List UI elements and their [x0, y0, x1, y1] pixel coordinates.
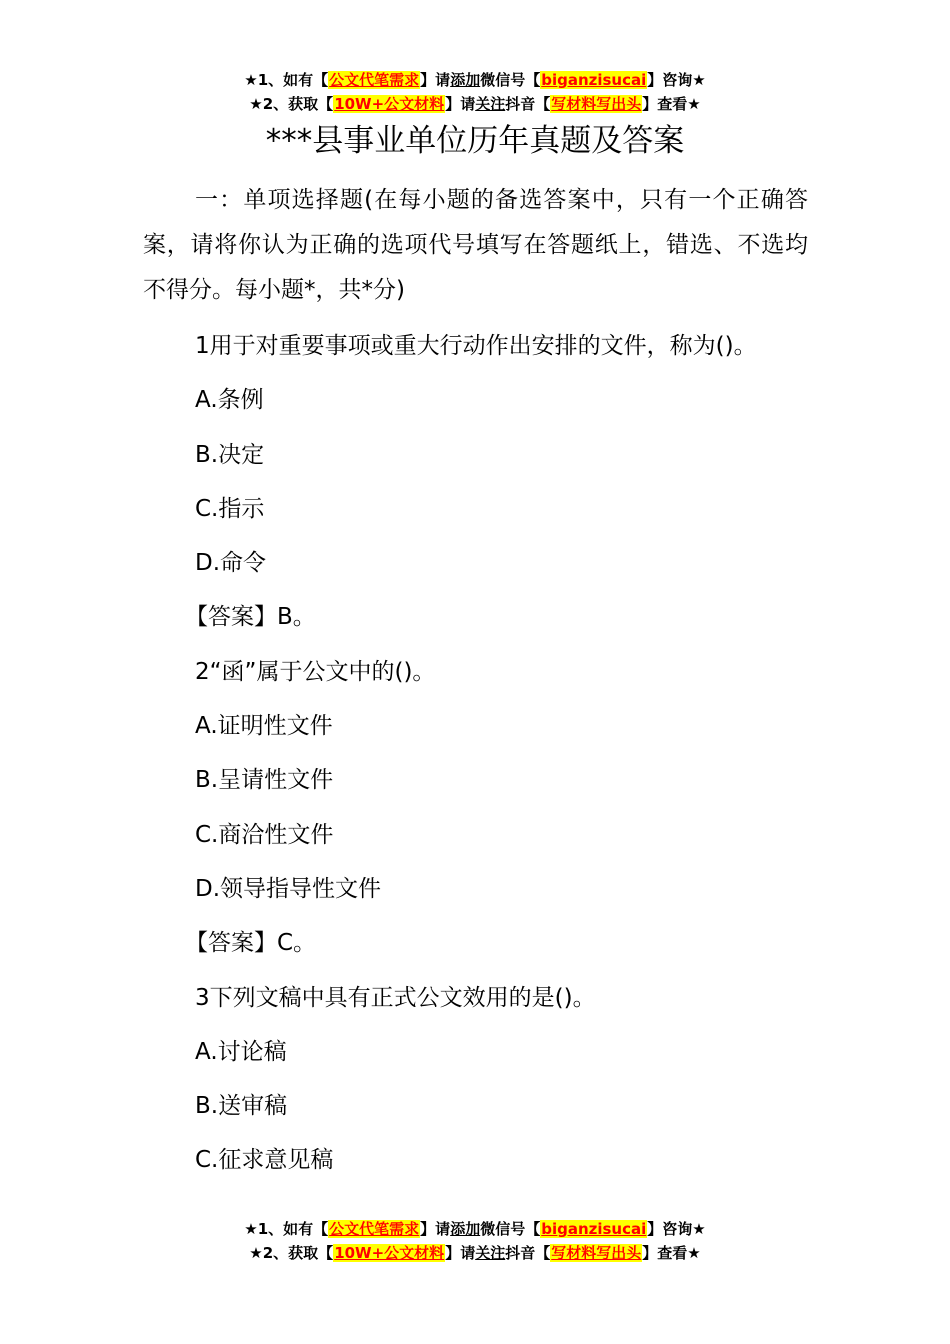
question-1: 1用于对重要事项或重大行动作出安排的文件，称为()。	[195, 333, 757, 359]
question-2: 2“函”属于公文中的()。	[195, 658, 436, 685]
highlight-douyin-account: 写材料写出头	[551, 1244, 642, 1262]
option-1a: A.条例	[195, 387, 264, 414]
option-2a: A.证明性文件	[195, 713, 333, 740]
banner-text: 】请	[420, 1220, 451, 1238]
banner-text: 抖音【	[505, 95, 551, 113]
banner-text: 】查看★	[642, 1244, 701, 1262]
question-3: 3下列文稿中具有正式公文效用的是()。	[195, 984, 596, 1011]
header-banner	[0, 68, 950, 116]
highlight-wechat-id: biganzisucai	[541, 71, 647, 89]
banner-underlined-text: 添加	[450, 1220, 481, 1238]
banner-text: 】请	[445, 95, 476, 113]
banner-underlined-text: 添加	[450, 71, 481, 89]
highlight-service: 公文代笔需求	[329, 1220, 420, 1238]
banner-line-2	[0, 1241, 950, 1265]
highlight-service: 公文代笔需求	[329, 71, 420, 89]
banner-text: ★2、获取【	[249, 1244, 334, 1262]
highlight-materials: 10W+公文材料	[334, 1244, 445, 1262]
banner-text: ★1、如有【	[244, 1220, 329, 1238]
option-2d: D.领导指导性文件	[195, 875, 382, 902]
banner-text: 抖音【	[505, 1244, 551, 1262]
banner-text: ★2、获取【	[249, 95, 334, 113]
banner-underlined-text: 关注	[475, 1244, 506, 1262]
banner-text: 微信号【	[480, 71, 541, 89]
option-1d: D.命令	[195, 550, 267, 577]
banner-line-1	[0, 1217, 950, 1241]
banner-line-2	[0, 92, 950, 116]
answer-1: 【答案】B。	[185, 604, 316, 631]
document-title: ***县事业单位历年真题及答案	[265, 123, 685, 159]
highlight-douyin-account: 写材料写出头	[551, 95, 642, 113]
highlight-materials: 10W+公文材料	[334, 95, 445, 113]
option-1c: C.指示	[195, 495, 265, 522]
banner-text: 】咨询★	[647, 1220, 706, 1238]
option-3a: A.讨论稿	[195, 1038, 287, 1065]
option-2b: B.呈请性文件	[195, 767, 334, 794]
banner-text: 】查看★	[642, 95, 701, 113]
option-1b: B.决定	[195, 441, 265, 468]
section-intro: 一：单项选择题(在每小题的备选答案中，只有一个正确答案，请将你认为正确的选项代号填写在答题纸上，错选、不选均不得分。每小题*，共*分)	[143, 187, 808, 303]
banner-line-1	[0, 68, 950, 92]
banner-text: ★1、如有【	[244, 71, 329, 89]
footer-banner	[0, 1217, 950, 1265]
banner-text: 微信号【	[480, 1220, 541, 1238]
option-2c: C.商洽性文件	[195, 821, 334, 848]
banner-text: 】请	[445, 1244, 476, 1262]
banner-text: 】咨询★	[647, 71, 706, 89]
banner-underlined-text: 关注	[475, 95, 506, 113]
option-3b: B.送审稿	[195, 1093, 288, 1120]
answer-2: 【答案】C。	[185, 930, 317, 957]
document-body	[143, 178, 808, 1188]
option-3c: C.征求意见稿	[195, 1147, 334, 1174]
banner-text: 】请	[420, 71, 451, 89]
highlight-wechat-id: biganzisucai	[541, 1220, 647, 1238]
